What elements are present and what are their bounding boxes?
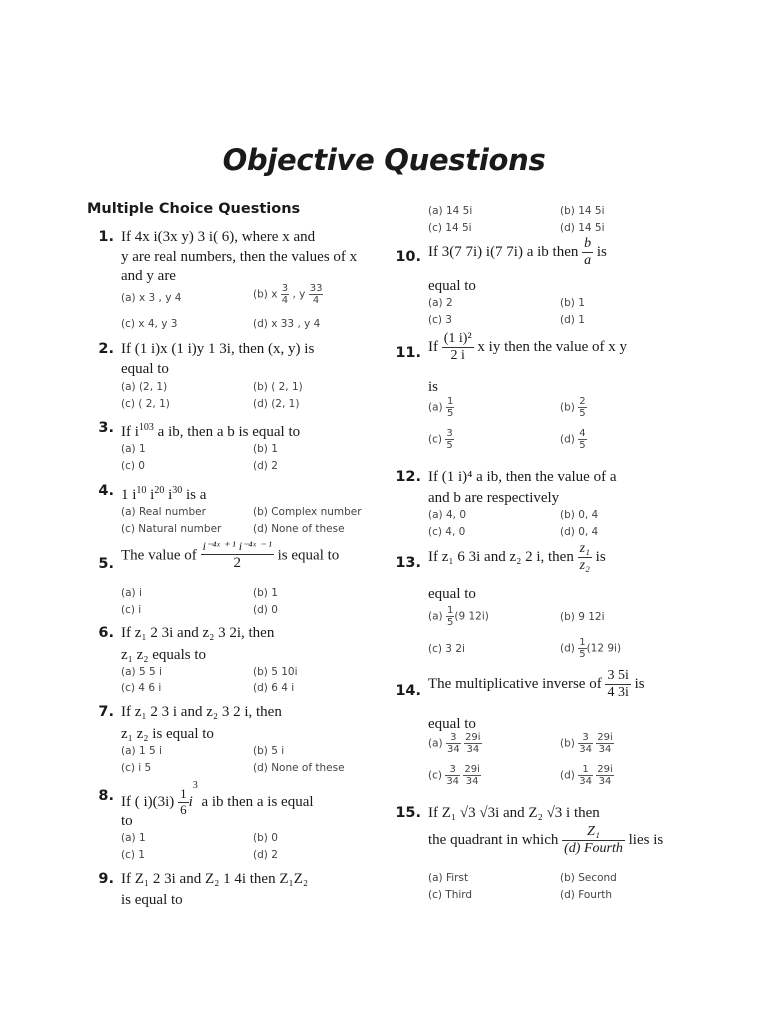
question-text: If 4x i(3x y) 3 i( 6), where x and bbox=[121, 229, 316, 245]
option-c: (c) Third bbox=[428, 889, 473, 901]
option-b: (b) 1 bbox=[560, 297, 585, 309]
option-a: (a) 1 bbox=[121, 443, 146, 455]
option-c: (c) i bbox=[121, 604, 142, 616]
option-d: (d) 2 bbox=[253, 460, 278, 472]
option-b: (b) 1 bbox=[253, 587, 278, 599]
option-b: (b) 0, 4 bbox=[560, 509, 599, 521]
option-a: (a) 2 bbox=[428, 297, 453, 309]
option-b: (b) ( 2, 1) bbox=[253, 381, 303, 393]
question-text: and b are respectively bbox=[428, 490, 560, 506]
option-a: (a) x 3 , y 4 bbox=[121, 292, 182, 304]
question-text: If Z₁ 2 3i and Z₂ 1 4i then Z₁Z₂ bbox=[121, 871, 309, 887]
question-text: If z₁ 2 3i and z₂ 3 2i, then bbox=[121, 625, 275, 641]
question-number: 13. bbox=[395, 555, 421, 571]
option-d: (d) 1 bbox=[560, 314, 585, 326]
option-b: (b) Second bbox=[560, 872, 617, 884]
question-text: If ( i)(3i) $\frac{1}{6}$ $i^3$ a ib then a is equal bbox=[121, 780, 314, 818]
option-c: (c) 4 6 i bbox=[121, 682, 162, 694]
question-number: 11. bbox=[395, 345, 421, 361]
option-b: (b) 5 i bbox=[253, 745, 285, 757]
question-number: 2. bbox=[98, 341, 114, 357]
option-b: (b) 0 bbox=[253, 832, 278, 844]
option-c: (c) ( 2, 1) bbox=[121, 398, 170, 410]
section-heading: Multiple Choice Questions bbox=[87, 201, 301, 217]
question-text: If (1 i)⁴ a ib, then the value of a bbox=[428, 469, 617, 485]
question-text: If $i^{103}$ a ib, then a b is equal to bbox=[121, 422, 301, 440]
question-number: 3. bbox=[98, 420, 114, 436]
question-text: The multiplicative inverse of $\frac{3 5i}{4 3i}$ is bbox=[428, 668, 645, 701]
question-number: 5. bbox=[98, 556, 114, 572]
option-c: (c) $\frac{3}{5}$ bbox=[428, 428, 453, 451]
question-text: 1 $i^{10}$ $i^{20}$ $i^{30}$ is a bbox=[121, 485, 207, 503]
question-text: If $\frac{\text{(1 i)²}}{2 i}$ x iy then the value of x y bbox=[428, 331, 627, 364]
option-d: (d) 6 4 i bbox=[253, 682, 295, 694]
question-text: is equal to bbox=[121, 892, 183, 908]
question-text: equal to bbox=[428, 586, 476, 602]
question-number: 15. bbox=[395, 805, 421, 821]
option-b: (b) $\frac{3}{34}$ $\frac{29i}{34}$ bbox=[560, 732, 613, 755]
option-a: (a) 4, 0 bbox=[428, 509, 467, 521]
option-c: (c) 4, 0 bbox=[428, 526, 466, 538]
option-a: (a) 5 5 i bbox=[121, 666, 162, 678]
option-d: (d) (2, 1) bbox=[253, 398, 300, 410]
option-d: (d) 0 bbox=[253, 604, 278, 616]
question-text: equal to bbox=[121, 361, 169, 377]
option-d: (d) $\frac{4}{5}$ bbox=[560, 428, 586, 451]
question-number: 9. bbox=[98, 871, 114, 887]
question-text: and y are bbox=[121, 268, 176, 284]
question-text: If Z₁ √3 √3i and Z₂ √3 i then bbox=[428, 805, 600, 821]
question-text: to bbox=[121, 813, 133, 829]
option-a: (a) $\frac{1}{5}$ bbox=[428, 396, 454, 419]
option-a: (a) 1 bbox=[121, 832, 146, 844]
option-d: (d) 2 bbox=[253, 849, 278, 861]
question-text: equal to bbox=[428, 716, 476, 732]
option-a: (a) Real number bbox=[121, 506, 206, 518]
question-text: equal to bbox=[428, 278, 476, 294]
question-text: If z₁ 2 3 i and z₂ 3 2 i, then bbox=[121, 704, 282, 720]
option-a: (a) 1 5 i bbox=[121, 745, 162, 757]
option-c: (c) x 4, y 3 bbox=[121, 318, 178, 330]
question-text: z₁ z₂ equals to bbox=[121, 647, 207, 663]
option-c: (c) 14 5i bbox=[428, 222, 472, 234]
question-text: z₁ z₂ is equal to bbox=[121, 726, 214, 742]
question-number: 8. bbox=[98, 788, 114, 804]
question-number: 4. bbox=[98, 483, 114, 499]
option-d: (d) x 33 , y 4 bbox=[253, 318, 321, 330]
question-number: 12. bbox=[395, 469, 421, 485]
option-a: (a) First bbox=[428, 872, 469, 884]
option-a: (a) 14 5i bbox=[428, 205, 473, 217]
option-d: (d) $\frac{1}{34}$ $\frac{29i}{34}$ bbox=[560, 764, 613, 787]
question-text: y are real numbers, then the values of x bbox=[121, 249, 358, 265]
question-text: If (1 i)x (1 i)y 1 3i, then (x, y) is bbox=[121, 341, 315, 357]
question-number: 10. bbox=[395, 249, 421, 265]
question-text: is bbox=[428, 379, 439, 395]
option-d: (d) $\frac{1}{5}$ (12 9i) bbox=[560, 637, 622, 660]
option-c: (c) 3 2i bbox=[428, 643, 465, 655]
option-a: (a) $\frac{1}{5}$ (9 12i) bbox=[428, 605, 489, 628]
question-number: 7. bbox=[98, 704, 114, 720]
question-text: If 3(7 7i) i(7 7i) a ib then $\frac{b}{a}$ is bbox=[428, 236, 607, 269]
option-b: (b) Complex number bbox=[253, 506, 362, 518]
option-a: (a) $\frac{3}{34}$ $\frac{29i}{34}$ bbox=[428, 732, 481, 755]
option-c: (c) $\frac{3}{34}$ $\frac{29i}{34}$ bbox=[428, 764, 480, 787]
option-a: (a) i bbox=[121, 587, 142, 599]
option-b: (b) x $\frac{3}{4}$ , y $\frac{33}{4}$ bbox=[253, 283, 323, 306]
option-a: (a) (2, 1) bbox=[121, 381, 168, 393]
option-c: (c) 1 bbox=[121, 849, 145, 861]
question-number: 14. bbox=[395, 683, 421, 699]
question-text: The value of $\frac{\text{i⁻⁴ˣ ⁺ ¹ i⁻⁴ˣ ⁻ ¹}}{2}$ is equal to bbox=[121, 539, 340, 571]
option-c: (c) i 5 bbox=[121, 762, 152, 774]
option-d: (d) 0, 4 bbox=[560, 526, 599, 538]
option-b: (b) 1 bbox=[253, 443, 278, 455]
option-c: (c) 0 bbox=[121, 460, 145, 472]
option-d: (d) None of these bbox=[253, 762, 345, 774]
question-text: the quadrant in which $\frac{\text{Z₁}}{\text{(d) Fourth}}$ lies is bbox=[428, 824, 664, 857]
option-c: (c) 3 bbox=[428, 314, 452, 326]
option-d: (d) Fourth bbox=[560, 889, 613, 901]
option-b: (b) $\frac{2}{5}$ bbox=[560, 396, 586, 419]
option-d: (d) None of these bbox=[253, 523, 345, 535]
option-b: (b) 5 10i bbox=[253, 666, 298, 678]
option-b: (b) 9 12i bbox=[560, 611, 605, 623]
question-number: 1. bbox=[98, 229, 114, 245]
page-title: Objective Questions bbox=[222, 143, 546, 177]
question-number: 6. bbox=[98, 625, 114, 641]
option-d: (d) 14 5i bbox=[560, 222, 605, 234]
option-b: (b) 14 5i bbox=[560, 205, 605, 217]
option-c: (c) Natural number bbox=[121, 523, 222, 535]
question-text: If z₁ 6 3i and z₂ 2 i, then $\frac{\text{z₁}}{\text{z₂}}$ is bbox=[428, 541, 606, 574]
